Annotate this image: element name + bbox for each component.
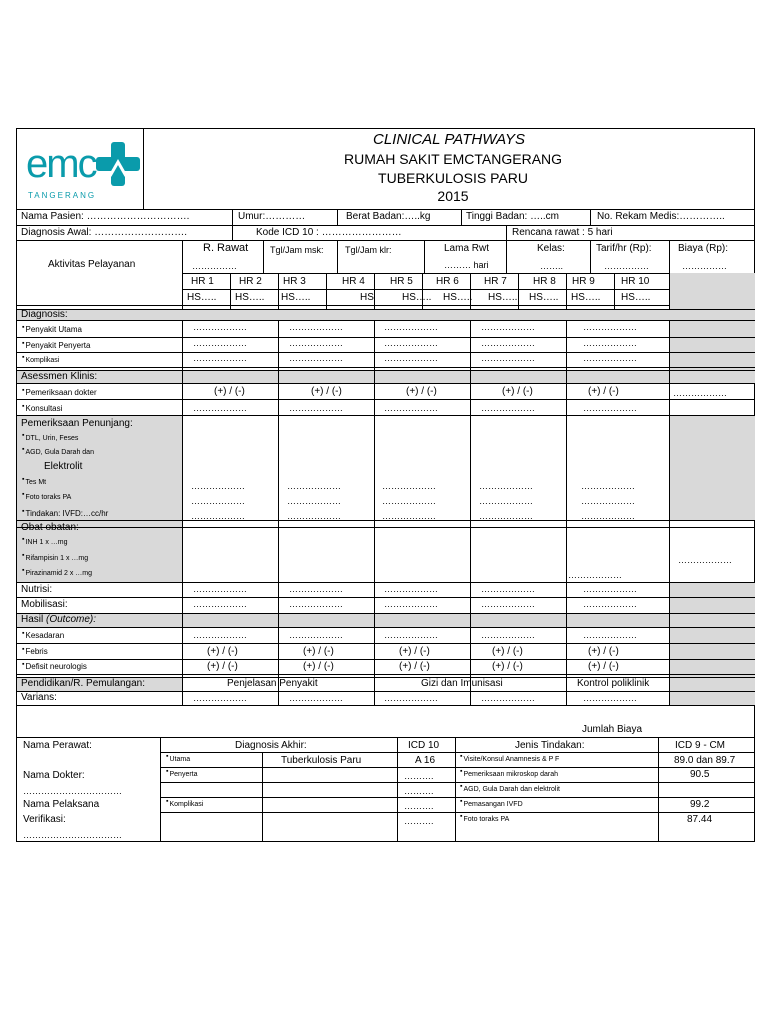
grid-line [182,320,183,705]
section-pendidikan: Pendidikan/R. Pemulangan: [21,678,145,689]
diag-penyerta: ▪ Penyerta [166,771,198,778]
diag-dots-r0-c2: ……………… [384,322,438,332]
rencana-rawat: Rencana rawat : 5 hari [512,227,613,238]
varians-dots-0: ……………… [193,693,247,703]
nm-dots-r0-c4: ……………… [583,584,637,594]
diag-komplikasi: ▪ Komplikasi [166,801,203,808]
icd-dots-penyerta: ………. [404,771,434,781]
hr-label-1: HR 1 [191,276,214,287]
shade-asesmen [17,370,755,383]
kelas-dots: …….. [540,261,564,271]
plusminus-r1-c3: (+) / (-) [492,661,523,672]
item-rifampisin: ▪ Rifampisin 1 x …mg [22,555,88,562]
berat-badan: Berat Badan:…..kg [346,211,431,222]
item-febris: ▪ Febris [22,648,48,656]
lama-rawat-value: ……… hari [444,260,489,270]
biaya-dots: …………… [682,261,727,271]
kesadaran-dots-2: ……………… [384,630,438,640]
dokter-plusminus-2: (+) / (-) [406,386,437,397]
hs-label-10: HS….. [621,292,651,303]
dokter-plusminus-0: (+) / (-) [214,386,245,397]
item-agd: ▪ AGD, Gula Darah dan [22,449,94,456]
verifikasi-dots: …………………………… [23,830,122,840]
diag-dots-r1-c2: ……………… [384,338,438,348]
section-hasil [21,615,96,625]
form-title: CLINICAL PATHWAYS [373,131,525,148]
tindakan-ivfd: ▪ Pemasangan IVFD [460,801,523,808]
grid-line [374,320,375,705]
hs-label-8: HS….. [529,292,559,303]
grid-line [17,705,755,706]
nm-dots-r1-c1: ……………… [289,599,343,609]
penunjang-dots-r1-c2: ……………… [382,496,436,506]
varians-dots-1: ……………… [289,693,343,703]
hs-label-1: HS….. [187,292,217,303]
diag-dots-r2-c2: ……………… [384,353,438,363]
obat-dots: ……………… [568,570,622,580]
section-penunjang: Pemeriksaan Penunjang: [21,418,133,429]
grid-line [17,399,755,400]
icd9-code-2: 90.5 [690,769,710,780]
hr-label-9: HR 9 [572,276,595,287]
no-rekam-medis: No. Rekam Medis:………….. [597,211,725,222]
shade-hasil [17,613,755,627]
pendidikan-penjelasan: Penjelasan Penyakit [227,678,318,689]
penunjang-dots-r0-c0: ……………… [191,481,245,491]
plusminus-r0-c3: (+) / (-) [492,646,523,657]
diag-tb-paru: Tuberkulosis Paru [281,755,362,766]
dokter-plusminus-4: (+) / (-) [588,386,619,397]
hr-label-10: HR 10 [621,276,650,287]
penunjang-dots-r1-c4: ……………… [581,496,635,506]
diag-dots-r0-c4: ……………… [583,322,637,332]
item-tes-mt: ▪ Tes Mt [22,479,46,486]
section-varians: Varians: [21,692,57,703]
penunjang-dots-r2-c2: ……………… [382,511,436,521]
hr-label-3: HR 3 [283,276,306,287]
kode-icd: Kode ICD 10 : …………………… [256,227,402,238]
penunjang-dots-r0-c1: ……………… [287,481,341,491]
konsul-dots-0: ……………… [193,403,247,413]
grid-line [17,643,755,644]
nm-dots-r0-c0: ……………… [193,584,247,594]
nama-perawat: Nama Perawat: [23,740,92,751]
emc-logo [26,140,138,202]
grid-line [470,273,471,309]
nama-dokter-dots: …………………………… [23,786,122,796]
kesadaran-dots-0: ……………… [193,630,247,640]
item-foto-toraks: ▪ Foto toraks PA [22,494,71,501]
hr-label-6: HR 6 [436,276,459,287]
hs-label-6: HS….. [443,292,473,303]
diag-dots-r0-c3: ……………… [481,322,535,332]
penunjang-dots-r1-c3: ……………… [479,496,533,506]
grid-line [17,582,755,583]
nm-dots-r1-c2: ……………… [384,599,438,609]
tarif-per-hari: Tarif/hr (Rp): [596,243,652,254]
shade-biaya-top [669,273,755,309]
umur: Umur:………… [238,211,306,222]
jumlah-biaya: Jumlah Biaya [582,724,643,735]
konsul-dots-2: ……………… [384,403,438,413]
grid-line [17,415,755,416]
shade-biaya-hasil [669,627,755,677]
item-penyakit-utama: ▪ Penyakit Utama [22,326,82,334]
grid-line [230,273,231,309]
penunjang-dots-r0-c2: ……………… [382,481,436,491]
grid-line [374,273,375,309]
nm-dots-r0-c3: ……………… [481,584,535,594]
penunjang-dots-r1-c0: ……………… [191,496,245,506]
icd9-code-4: 87.44 [687,814,713,825]
diag-dots-r2-c1: ……………… [289,353,343,363]
hr-label-8: HR 8 [533,276,556,287]
shade-biaya-penunjang [669,415,755,520]
grid-line [326,273,327,309]
grid-line [17,691,755,692]
nama-dokter: Nama Dokter: [23,770,85,781]
tindakan-visite: ▪ Visite/Konsul Anamnesis & P F [460,756,559,763]
icd-dots-5: ………. [404,816,434,826]
penunjang-dots-r2-c1: ……………… [287,511,341,521]
diag-dots-r2-c4: ……………… [583,353,637,363]
diag-dots-r1-c1: ……………… [289,338,343,348]
icd10-header: ICD 10 [408,740,440,751]
kelas: Kelas: [537,243,565,254]
icd-a16: A 16 [415,755,436,766]
diag-dots-r1-c4: ……………… [583,338,637,348]
penunjang-dots-r0-c4: ……………… [581,481,635,491]
pendidikan-kontrol: Kontrol poliklinik [577,678,650,689]
plusminus-r0-c1: (+) / (-) [303,646,334,657]
nm-dots-r0-c1: ……………… [289,584,343,594]
tarif-dots: …………… [604,261,649,271]
shade-diagnosis [17,309,755,320]
r-rawat-dots: …………… [192,261,237,271]
hr-label-2: HR 2 [239,276,262,287]
hs-label-9: HS….. [571,292,601,303]
diag-utama: ▪ Utama [166,756,190,763]
tindakan-mikroskop: ▪ Pemeriksaan mikroskop darah [460,771,558,778]
penunjang-dots-r2-c0: ……………… [191,511,245,521]
grid-line [17,383,755,384]
hospital-name: RUMAH SAKIT EMCTANGERANG [343,151,563,167]
plusminus-r0-c2: (+) / (-) [399,646,430,657]
plusminus-r0-c0: (+) / (-) [207,646,238,657]
tindakan-foto: ▪ Foto toraks PA [460,816,509,823]
kesadaran-dots-3: ……………… [481,630,535,640]
hs-label-2: HS….. [235,292,265,303]
penunjang-dots-r2-c3: ……………… [479,511,533,521]
grid-line [17,527,755,528]
shade-biaya-diag [669,320,755,370]
biaya-dots-obat: ……………… [678,555,732,565]
grid-line [17,613,755,614]
tgl-keluar: Tgl/Jam klr: [345,245,392,255]
diag-dots-r0-c1: ……………… [289,322,343,332]
grid-line [614,273,615,309]
grid-line [278,273,279,309]
item-komplikasi: ▪ Komplikasi [22,357,59,364]
item-konsultasi: ▪ Konsultasi [22,405,62,413]
item-elektrolit: Elektrolit [44,461,83,472]
biaya-dots-dokter: ……………… [673,388,727,398]
plusminus-r0-c4: (+) / (-) [588,646,619,657]
aktivitas-pelayanan: Aktivitas Pelayanan [48,259,136,270]
hr-label-4: HR 4 [342,276,365,287]
diag-dots-r1-c0: ……………… [193,338,247,348]
pendidikan-gizi: Gizi dan Imunisasi [421,678,503,689]
grid-line [669,320,670,705]
kesadaran-dots-4: ……………… [583,630,637,640]
diagnosis-awal: Diagnosis Awal: ………………………. [21,227,187,238]
icd9-code-3: 99.2 [690,799,710,810]
grid-line [518,273,519,309]
tgl-masuk: Tgl/Jam msk: [270,245,324,255]
hr-label-7: HR 7 [484,276,507,287]
r-rawat: R. Rawat [203,242,249,254]
dokter-plusminus-3: (+) / (-) [502,386,533,397]
nm-dots-r1-c3: ……………… [481,599,535,609]
konsul-dots-3: ……………… [481,403,535,413]
form-year: 2015 [437,188,469,204]
nm-dots-r1-c0: ……………… [193,599,247,609]
plusminus-r1-c0: (+) / (-) [207,661,238,672]
konsul-dots-4: ……………… [583,403,637,413]
item-penyakit-penyerta: ▪ Penyakit Penyerta [22,342,90,350]
biaya: Biaya (Rp): [678,243,729,254]
grid-line [422,273,423,309]
section-obat: Obat obatan: [21,522,79,533]
lama-rawat: Lama Rwt [444,243,490,254]
grid-line [17,659,755,660]
logo-text: emc [26,142,96,186]
nama-pasien: Nama Pasien: …………………………. [21,211,190,222]
nm-dots-r1-c4: ……………… [583,599,637,609]
section-asesmen: Asessmen Klinis: [21,371,98,382]
tindakan-agd: ▪ AGD, Gula Darah dan elektrolit [460,786,560,793]
grid-line [17,370,755,371]
plusminus-r1-c1: (+) / (-) [303,661,334,672]
dokter-plusminus-1: (+) / (-) [311,386,342,397]
item-dtl: ▪ DTL, Urin, Feses [22,435,78,442]
varians-dots-3: ……………… [481,693,535,703]
diag-dots-r2-c0: ……………… [193,353,247,363]
jenis-tindakan: Jenis Tindakan: [515,740,585,751]
grid-line [17,674,755,675]
hs-label-7: HS….. [488,292,518,303]
grid-line [566,273,567,309]
penunjang-dots-r0-c3: ……………… [479,481,533,491]
icd-dots-3: ………. [404,786,434,796]
section-mobilisasi: Mobilisasi: [21,599,68,610]
plusminus-r1-c2: (+) / (-) [399,661,430,672]
item-pemeriksaan-dokter: ▪ Pemeriksaan dokter [22,389,97,397]
grid-line [669,273,670,309]
kesadaran-dots-1: ……………… [289,630,343,640]
hs-label-5: HS….. [402,292,432,303]
tinggi-badan: Tinggi Badan: …..cm [466,211,560,222]
cross-icon [96,142,140,186]
hs-label-4: HS [360,292,374,303]
icd9-header: ICD 9 - CM [675,740,725,751]
item-pirazinamid: ▪ Pirazinamid 2 x …mg [22,570,92,577]
logo-subtext: TANGERANG [28,191,97,200]
grid-line [278,320,279,705]
grid-line [17,367,755,368]
hs-label-3: HS….. [281,292,311,303]
penunjang-dots-r2-c4: ……………… [581,511,635,521]
item-defisit: ▪ Defisit neurologis [22,663,87,671]
konsul-dots-1: ……………… [289,403,343,413]
item-kesadaran: ▪ Kesadaran [22,632,64,640]
diagnosis-akhir: Diagnosis Akhir: [235,740,307,751]
shade-penunjang [17,415,182,520]
plusminus-r1-c4: (+) / (-) [588,661,619,672]
grid-line [182,273,183,309]
outcome-label: (Outcome): [46,614,97,625]
grid-line [566,320,567,705]
varians-dots-2: ……………… [384,693,438,703]
nm-dots-r0-c2: ……………… [384,584,438,594]
disease-name: TUBERKULOSIS PARU [378,170,528,186]
item-inh: ▪ INH 1 x …mg [22,539,68,546]
icd-dots-komplikasi: ………. [404,801,434,811]
hasil-label: Hasil [21,614,47,625]
diag-dots-r1-c3: ……………… [481,338,535,348]
diag-dots-r0-c0: ……………… [193,322,247,332]
section-nutrisi: Nutrisi: [21,584,53,595]
section-diagnosis: Diagnosis: [21,309,68,320]
icd9-code-1: 89.0 dan 89.7 [674,755,736,766]
varians-dots-4: ……………… [583,693,637,703]
diag-dots-r2-c3: ……………… [481,353,535,363]
nama-pelaksana: Nama Pelaksana [23,799,100,810]
grid-line [17,320,755,321]
item-tindakan: ▪ Tindakan: IVFD:…cc/hr [22,510,108,518]
grid-line [470,320,471,705]
grid-line [17,597,755,598]
grid-line [17,627,755,628]
penunjang-dots-r1-c1: ……………… [287,496,341,506]
hr-label-5: HR 5 [390,276,413,287]
verifikasi: Verifikasi: [23,814,66,825]
